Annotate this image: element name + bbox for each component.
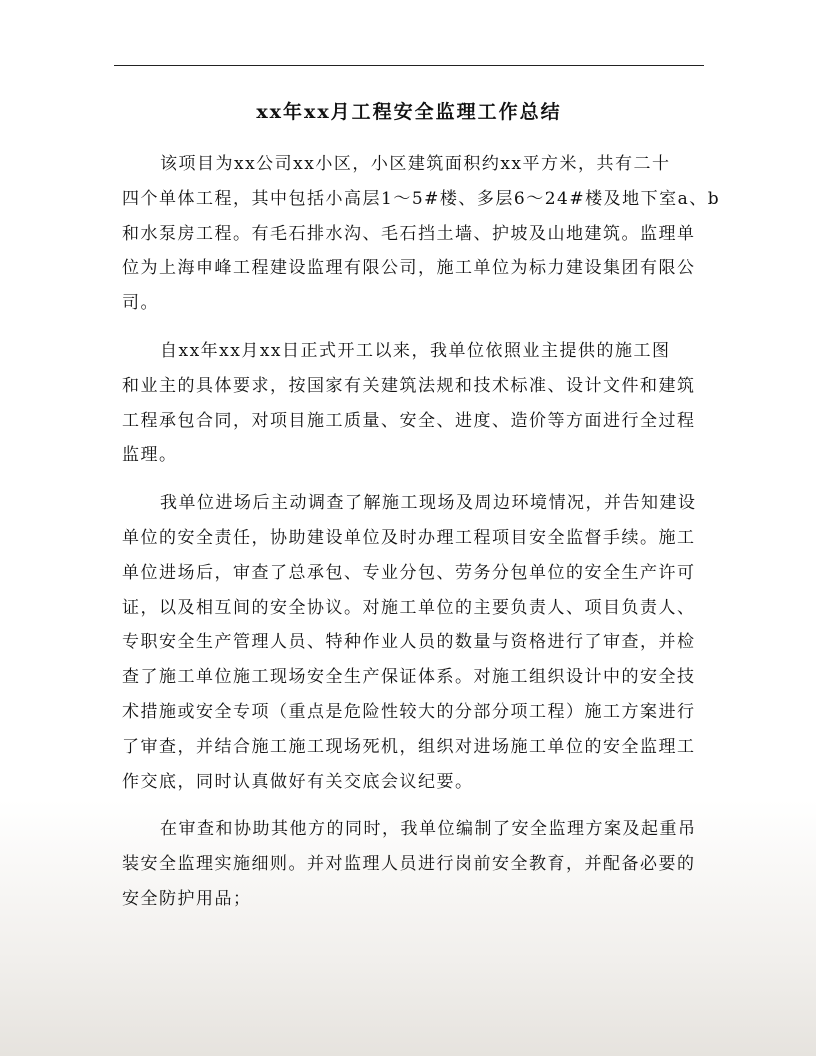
text-line: 位为上海申峰工程建设监理有限公司，施工单位为标力建设集团有限公 (122, 258, 696, 279)
text-line: 该项目为xx公司xx小区，小区建筑面积约xx平方米，共有二十 (160, 154, 671, 174)
text-line: 工程承包合同，对项目施工质量、安全、进度、造价等方面进行全过程 (122, 410, 696, 431)
text-line: 安全防护用品； (122, 888, 252, 909)
paragraph-1 (122, 147, 721, 321)
text-line: 和水泵房工程。有毛石排水沟、毛石挡土墙、护坡及山地建筑。监理单 (122, 223, 696, 244)
text-line: 证，以及相互间的安全协议。对施工单位的主要负责人、项目负责人、 (122, 597, 696, 618)
header-rule (114, 65, 704, 66)
text-line: 单位的安全责任，协助建设单位及时办理工程项目安全监督手续。施工 (122, 527, 696, 548)
document-title: xx年xx月工程安全监理工作总结 (256, 101, 562, 123)
text-line: 和业主的具体要求，按国家有关建筑法规和技术标准、设计文件和建筑 (122, 375, 696, 396)
text-line: 监理。 (122, 445, 178, 466)
text-line: 自xx年xx月xx日正式开工以来，我单位依照业主提供的施工图 (160, 340, 671, 361)
paragraph-4 (122, 812, 710, 916)
text-line: 装安全监理实施细则。并对监理人员进行岗前安全教育，并配备必要的 (122, 854, 696, 875)
text-line: 单位进场后，审查了总承包、专业分包、劳务分包单位的安全生产许可 (122, 562, 696, 583)
text-line: 术措施或安全专项（重点是危险性较大的分部分项工程）施工方案进行 (122, 701, 696, 722)
paragraph-2 (122, 334, 710, 473)
text-line: 在审查和协助其他方的同时，我单位编制了安全监理方案及起重吊 (160, 819, 697, 840)
text-line: 司。 (122, 293, 159, 314)
text-line: 我单位进场后主动调查了解施工现场及周边环境情况，并告知建设 (160, 493, 697, 514)
text-line: 作交底，同时认真做好有关交底会议纪要。 (122, 771, 474, 792)
text-line: 查了施工单位施工现场安全生产保证体系。对施工组织设计中的安全技 (122, 667, 696, 688)
text-line: 了审查，并结合施工施工现场死机，组织对进场施工单位的安全监理工 (122, 736, 696, 757)
text-line: 四个单体工程，其中包括小高层1～5#楼、多层6～24#楼及地下室a、b (122, 188, 721, 209)
paragraph-3 (122, 486, 710, 799)
document-body (122, 147, 721, 930)
text-line: 专职安全生产管理人员、特种作业人员的数量与资格进行了审查，并检 (122, 632, 696, 653)
